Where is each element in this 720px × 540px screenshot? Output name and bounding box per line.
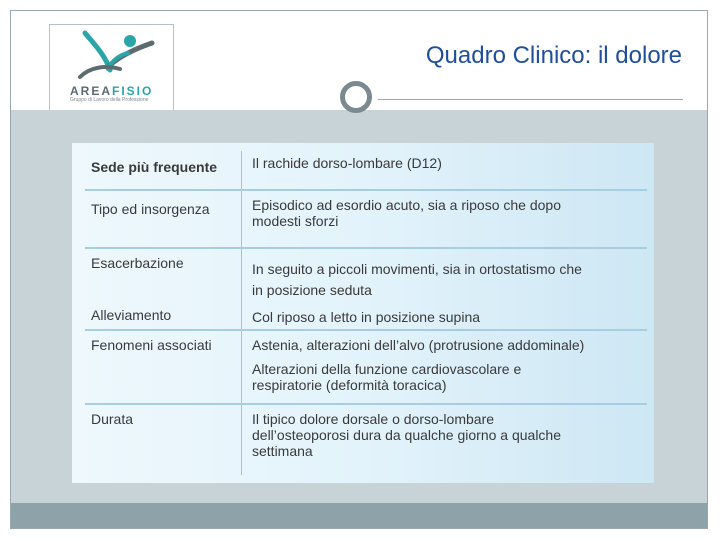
table-row xyxy=(85,404,647,475)
table-row xyxy=(85,190,647,248)
logo-brand: AREAFISIO xyxy=(70,84,154,98)
row-value: Col riposo a letto in posizione supina xyxy=(242,305,648,330)
table-row xyxy=(85,305,647,330)
row-value: Episodico ad esordio acuto, sia a riposo che dopo modesti sforzi xyxy=(242,190,648,248)
row-label: Fenomeni associati xyxy=(85,330,242,404)
row-label: Tipo ed insorgenza xyxy=(85,190,242,248)
row-value: Il tipico dolore dorsale o dorso-lombare dell’osteoporosi dura da qualche giorno a qualche settimana xyxy=(252,411,561,459)
page-title: Quadro Clinico: il dolore xyxy=(425,42,682,69)
row-value: Astenia, alterazioni dell’alvo (protrusione addominale) Alterazioni della funzione cardiovascolare e respiratorie (deformità toracica) xyxy=(242,330,648,404)
row-label: Esacerbazione xyxy=(85,248,242,305)
logo-tagline: Gruppo di Lavoro della Professione xyxy=(70,97,149,103)
ring-icon xyxy=(340,81,372,113)
row-value: Il rachide dorso-lombare (D12) xyxy=(242,151,648,190)
row-label: Alleviamento xyxy=(85,305,242,330)
title-divider xyxy=(378,99,683,100)
row-value: In seguito a piccoli movimenti, sia in ortostatismo che in posizione seduta xyxy=(252,261,582,298)
logo xyxy=(49,24,174,119)
row-label: Durata xyxy=(85,404,242,475)
table-row xyxy=(85,330,647,404)
pain-table xyxy=(85,151,647,475)
table-row xyxy=(85,248,647,305)
table-row xyxy=(85,151,647,190)
footer-bar xyxy=(11,503,707,528)
logo-figure-icon xyxy=(50,25,173,85)
row-label: Sede più frequente xyxy=(85,151,242,190)
clinical-table xyxy=(72,143,654,483)
